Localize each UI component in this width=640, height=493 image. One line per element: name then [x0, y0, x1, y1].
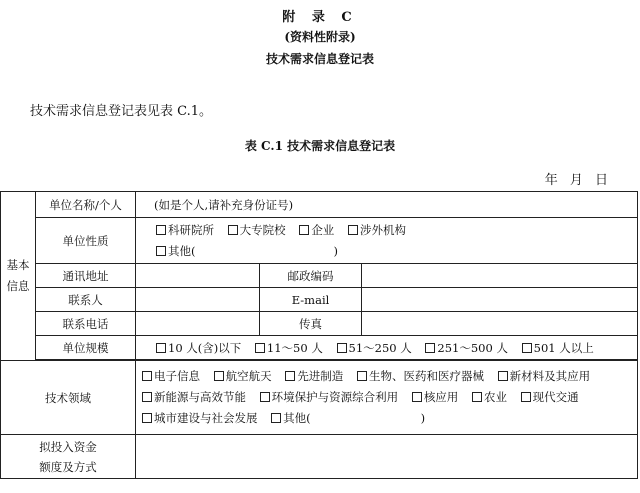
checkbox-icon: [522, 343, 532, 353]
tech-option[interactable]: 航空航天: [214, 369, 272, 383]
intro-text: 技术需求信息登记表见表 C.1。: [30, 104, 213, 119]
address-field[interactable]: [136, 264, 260, 288]
basic-info-label: 基本信息: [1, 192, 36, 361]
address-label: 通讯地址: [36, 264, 136, 288]
scale-option[interactable]: 51～250 人: [337, 341, 412, 355]
unit-type-option[interactable]: 企业: [299, 223, 334, 237]
registration-table: [0, 191, 638, 479]
checkbox-icon: [348, 225, 358, 235]
appendix-title: 附 录 C: [282, 10, 358, 25]
checkbox-icon: [142, 392, 152, 402]
unit-type-option[interactable]: 涉外机构: [348, 223, 406, 237]
date-line: 年 月 日: [544, 173, 608, 188]
checkbox-icon: [521, 392, 531, 402]
checkbox-icon: [299, 225, 309, 235]
appendix-nature: (资料性附录): [284, 30, 356, 44]
unit-name-hint: (如是个人,请补充身份证号): [154, 197, 294, 212]
fax-field[interactable]: [362, 312, 638, 336]
tech-option[interactable]: 核应用: [412, 390, 459, 404]
scale-option[interactable]: 251～500 人: [425, 341, 508, 355]
checkbox-icon: [260, 392, 270, 402]
tech-other-option[interactable]: 其他( ): [271, 411, 425, 425]
table-caption: 表 C.1 技术需求信息登记表: [244, 139, 396, 153]
tech-option[interactable]: 农业: [472, 390, 507, 404]
tech-option[interactable]: 新材料及其应用: [498, 369, 591, 383]
appendix-subtitle: 技术需求信息登记表: [265, 52, 374, 66]
funding-label: 拟投入资金 额度及方式: [1, 435, 136, 479]
scale-label: 单位规模: [36, 336, 136, 360]
checkbox-icon: [156, 246, 166, 256]
checkbox-icon: [337, 343, 347, 353]
scale-option[interactable]: 11～50 人: [255, 341, 323, 355]
funding-field[interactable]: [136, 435, 638, 479]
checkbox-icon: [425, 343, 435, 353]
checkbox-icon: [498, 371, 508, 381]
unit-type-option[interactable]: 科研院所: [156, 223, 214, 237]
checkbox-icon: [472, 392, 482, 402]
phone-field[interactable]: [136, 312, 260, 336]
checkbox-icon: [357, 371, 367, 381]
checkbox-icon: [255, 343, 265, 353]
checkbox-icon: [156, 343, 166, 353]
unit-type-field: [136, 218, 638, 264]
checkbox-icon: [142, 413, 152, 423]
phone-label: 联系电话: [36, 312, 136, 336]
tech-option[interactable]: 环境保护与资源综合利用: [260, 390, 399, 404]
tech-option[interactable]: 生物、医药和医疗器械: [357, 369, 484, 383]
tech-option[interactable]: 城市建设与社会发展: [142, 411, 258, 425]
scale-option[interactable]: 501 人以上: [522, 341, 594, 355]
tech-option[interactable]: 先进制造: [285, 369, 343, 383]
tech-field-options: [136, 361, 638, 435]
unit-name-field[interactable]: [136, 192, 638, 218]
postcode-field[interactable]: [362, 264, 638, 288]
scale-option[interactable]: 10 人(含)以下: [156, 341, 241, 355]
tech-option[interactable]: 电子信息: [142, 369, 200, 383]
email-label: E-mail: [260, 288, 362, 312]
email-field[interactable]: [362, 288, 638, 312]
unit-type-option[interactable]: 大专院校: [228, 223, 286, 237]
scale-field: [136, 336, 638, 360]
checkbox-icon: [271, 413, 281, 423]
unit-type-label: 单位性质: [36, 218, 136, 264]
tech-option[interactable]: 现代交通: [521, 390, 579, 404]
checkbox-icon: [285, 371, 295, 381]
checkbox-icon: [156, 225, 166, 235]
checkbox-icon: [142, 371, 152, 381]
contact-label: 联系人: [36, 288, 136, 312]
contact-field[interactable]: [136, 288, 260, 312]
tech-option[interactable]: 新能源与高效节能: [142, 390, 246, 404]
fax-label: 传真: [260, 312, 362, 336]
checkbox-icon: [228, 225, 238, 235]
unit-name-label: 单位名称/个人: [36, 192, 136, 218]
checkbox-icon: [412, 392, 422, 402]
checkbox-icon: [214, 371, 224, 381]
postcode-label: 邮政编码: [260, 264, 362, 288]
tech-field-label: 技术领域: [1, 361, 136, 435]
unit-type-other-option[interactable]: 其他( ): [156, 244, 338, 258]
